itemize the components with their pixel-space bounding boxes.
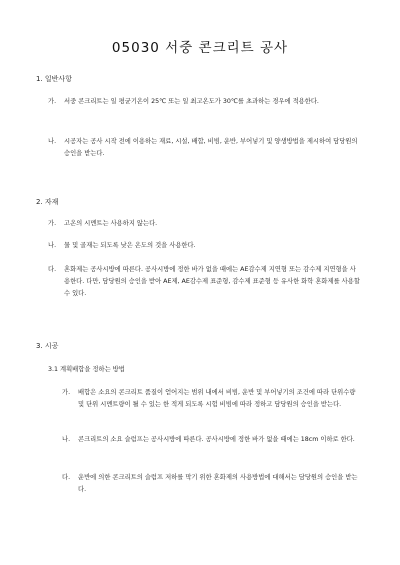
- section-2-item-2: [48, 240, 360, 252]
- item-text: 배합은 소요의 콘크리트 품질이 얻어지는 범위 내에서 비빔, 운반 및 부어넣기의 조건에 따라 단위수량 및 단위 시멘트량이 될 수 있는 한 적게 되도록 시험 비빔에 따라 정하고 담당원의 승인을 받는다.: [78, 389, 356, 408]
- item-marker: 다.: [62, 474, 71, 481]
- item-marker: 나.: [48, 138, 57, 145]
- item-marker: 다.: [48, 266, 57, 273]
- item-text: 고온의 시멘트는 사용하지 않는다.: [64, 220, 158, 227]
- item-text: 혼화제는 공사시방에 따른다. 공사시방에 정한 바가 없을 때에는 AE감수제 지연형 또는 감수제 지연형을 사용한다. 다만, 담당원의 승인을 받아 AE제, AE감수제 표준형, 감수제 표준형 등 유사한 화학 혼화제를 사용할 수 있다.: [64, 266, 360, 297]
- section-2-item-3: [48, 264, 360, 300]
- item-marker: 나.: [48, 242, 57, 249]
- item-marker: 나.: [62, 436, 71, 443]
- section-3-item-2: [62, 434, 362, 446]
- item-text: 서중 콘크리트는 일 평균기온이 25℃ 또는 일 최고온도가 30℃를 초과하는 경우에 적용한다.: [64, 98, 319, 105]
- section-2-item-1: [48, 218, 360, 230]
- item-marker: 가.: [48, 98, 57, 105]
- section-3-item-1: [62, 387, 362, 411]
- section-3-item-3: [62, 472, 362, 496]
- item-text: 물 및 골재는 되도록 낮은 온도의 것을 사용한다.: [64, 242, 196, 249]
- item-marker: 가.: [48, 220, 57, 227]
- section-3-heading: 3. 시공: [36, 342, 59, 350]
- section-1-item-1: [48, 96, 360, 108]
- section-1-item-2: [48, 136, 360, 160]
- section-1-heading: 1. 일반사항: [36, 75, 72, 83]
- item-text: 운반에 의한 콘크리트의 슬럼프 저하를 막기 위한 혼화제의 사용방법에 대해서는 담당원의 승인을 받는다.: [78, 474, 358, 493]
- item-marker: 가.: [62, 389, 71, 396]
- item-text: 시공자는 공사 시작 전에 이용하는 재료, 시설, 배합, 비빔, 운반, 부어넣기 및 양생방법을 제시하여 담당원의 승인을 받는다.: [64, 138, 358, 157]
- item-text: 콘크리트의 소요 슬럼프는 공사시방에 따른다. 공사시방에 정한 바가 없을 때에는 18cm 이하로 한다.: [78, 436, 355, 443]
- document-title: 05030 서중 콘크리트 공사: [111, 40, 289, 56]
- section-3-1-subheading: 3.1 계획배합을 정하는 방법: [48, 366, 125, 373]
- section-2-heading: 2. 자재: [36, 198, 59, 206]
